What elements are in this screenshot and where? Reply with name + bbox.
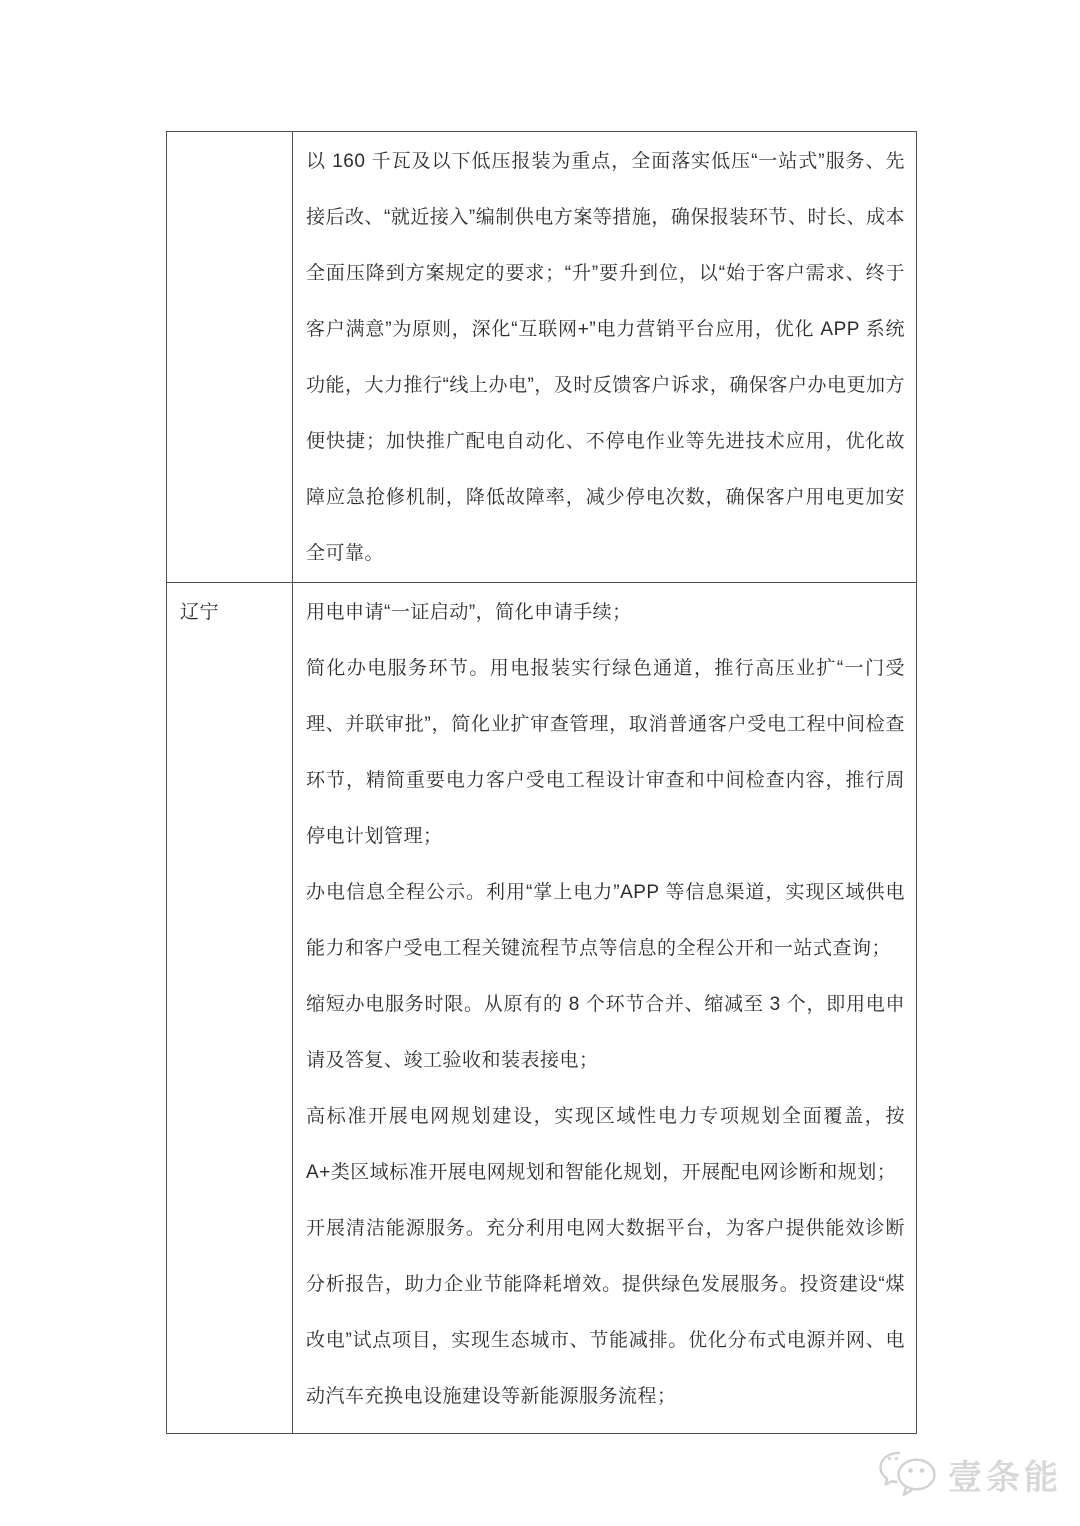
content-cell [293,583,917,1434]
policy-paragraph: 缩短办电服务时限。从原有的 8 个环节合并、缩减至 3 个，即用电申请及答复、竣工验收和装表接电； [306,994,905,1071]
policy-table [166,131,917,1434]
region-cell [167,132,293,583]
table-row [167,132,917,583]
policy-paragraph: 办电信息全程公示。利用“掌上电力”APP 等信息渠道，实现区域供电能力和客户受电工程关键流程节点等信息的全程公开和一站式查询； [306,882,905,959]
wechat-icon [876,1448,940,1500]
policy-paragraph: 高标准开展电网规划建设，实现区域性电力专项规划全面覆盖，按 A+类区域标准开展电网规划和智能化规划，开展配电网诊断和规划； [306,1106,905,1183]
policy-paragraph: 以 160 千瓦及以下低压报装为重点，全面落实低压“一站式”服务、先接后改、“就近接入”编制供电方案等措施，确保报装环节、时长、成本全面压降到方案规定的要求；“升”要升到位，以“始于客户需求、终于客户满意”为原则，深化“互联网+”电力营销平台应用，优化 APP 系统功能，大力推行“线上办电”，及时反馈客户诉求，确保客户办电更加方便快捷；加快推广配电自动化、不停电作业等先进技术应用，优化故障应急抢修机制，降低故障率，减少停电次数，确保客户用电更加安全可靠。 [306,151,905,564]
watermark [876,1448,1062,1500]
policy-paragraph: 开展清洁能源服务。充分利用电网大数据平台，为客户提供能效诊断分析报告，助力企业节能降耗增效。提供绿色发展服务。投资建设“煤改电”试点项目，实现生态城市、节能减排。优化分布式电源并网、电动汽车充换电设施建设等新能源服务流程； [306,1218,905,1407]
watermark-label: 壹条能 [948,1458,1062,1497]
content-cell [293,132,917,583]
policy-paragraph: 用电申请“一证启动”，简化申请手续； [306,602,632,623]
table-row [167,583,917,1434]
policy-paragraph: 简化办电服务环节。用电报装实行绿色通道，推行高压业扩“一门受理、并联审批”，简化业扩审查管理，取消普通客户受电工程中间检查环节，精简重要电力客户受电工程设计审查和中间检查内容，推行周停电计划管理； [306,658,905,847]
region-cell: 辽宁 [167,583,293,1434]
